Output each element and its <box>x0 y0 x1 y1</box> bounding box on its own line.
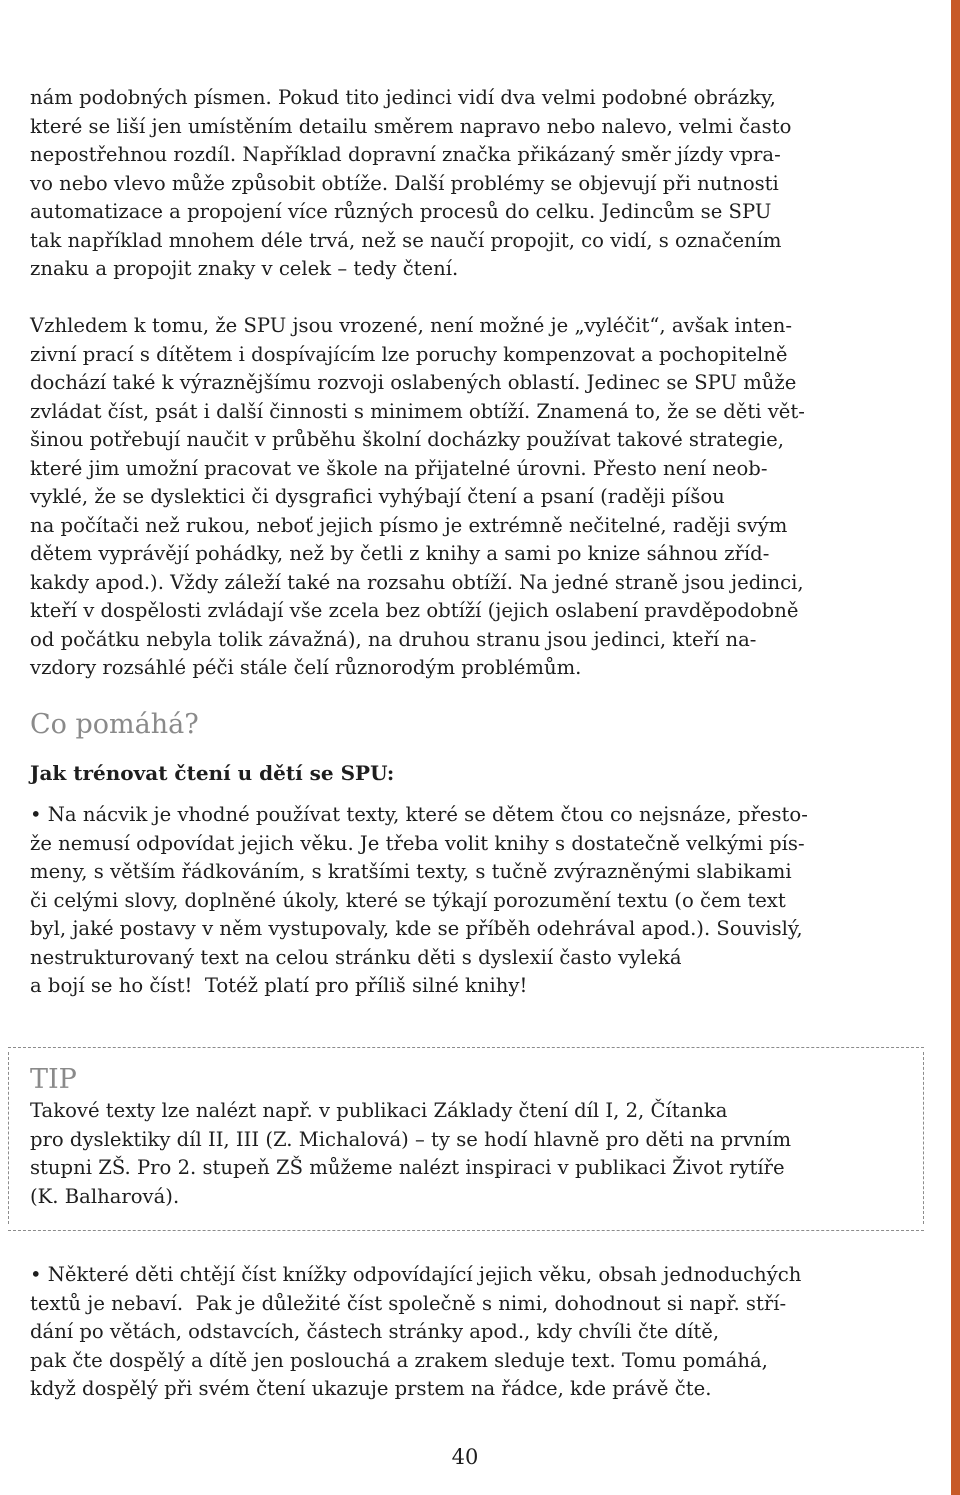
text-line: dětem vyprávějí pohádky, než by četli z knihy a sami po knize sáhnou zříd- <box>30 542 770 565</box>
text-line: kakdy apod.). Vždy záleží také na rozsahu obtíží. Na jedné straně jsou jedinci, <box>30 570 804 594</box>
text-line: nám podobných písmen. Pokud tito jedinci vidí dva velmi podobné obrázky, <box>30 86 776 109</box>
bullet-paragraph-2 <box>30 1261 801 1404</box>
intro-paragraph <box>30 84 791 284</box>
section-heading-co-pomaha: Co pomáhá? <box>30 709 199 740</box>
text-line: textů je nebaví. Pak je důležité číst společně s nimi, dohodnout si např. stří- <box>30 1291 787 1315</box>
text-line: zivní prací s dítětem i dospívajícím lze poruchy kompenzovat a pochopitelně <box>30 342 788 366</box>
text-line: nestrukturovaný text na celou stránku děti s dyslexií často vyleká <box>30 945 682 969</box>
tip-box-left-edge <box>8 1052 9 1224</box>
text-line: dochází také k výraznějšímu rozvoji oslabených oblastí. Jedinec se SPU může <box>30 371 797 394</box>
text-line: šinou potřebují naučit v průběhu školní docházky používat takové strategie, <box>30 428 784 451</box>
text-line: vo nebo vlevo může způsobit obtíže. Další problémy se objevují při nutnosti <box>30 171 779 195</box>
text-line: na počítači než rukou, neboť jejich písmo je extrémně nečitelné, raději svým <box>30 513 788 537</box>
text-line: Takové texty lze nalézt např. v publikaci Základy čtení díl I, 2, Čítanka <box>30 1099 728 1122</box>
text-line: od počátku nebyla tolik závažná), na druhou stranu jsou jedinci, kteří na- <box>30 627 757 651</box>
text-line: • Některé děti chtějí číst knížky odpovídající jejich věku, obsah jednoduchých <box>30 1263 802 1286</box>
text-line: kteří v dospělosti zvládají vše zcela bez obtíží (jejich oslabení pravděpodobně <box>30 599 799 622</box>
text-line: (K. Balharová). <box>30 1184 180 1208</box>
text-line: zvládat číst, psát i další činnosti s minimem obtíží. Znamená to, že se děti vět- <box>30 399 805 423</box>
tip-paragraph <box>30 1097 791 1211</box>
vzhledem-paragraph <box>30 312 805 683</box>
text-line: dání po větách, odstavcích, částech stránky apod., kdy chvíli čte dítě, <box>30 1320 720 1343</box>
text-line: stupni ZŠ. Pro 2. stupeň ZŠ můžeme nalézt inspiraci v publikaci Život rytíře <box>30 1156 785 1179</box>
text-line: vzdory rozsáhlé péči stále čelí různorodým problémům. <box>30 656 582 679</box>
text-line: Vzhledem k tomu, že SPU jsou vrozené, není možné je „vyléčit“, avšak inten- <box>30 314 793 337</box>
text-line: pro dyslektiky díl II, III (Z. Michalová) – ty se hodí hlavně pro děti na prvním <box>30 1127 792 1151</box>
text-line: automatizace a propojení více různých procesů do celku. Jedincům se SPU <box>30 200 772 223</box>
text-line: znaku a propojit znaky v celek – tedy čtení. <box>30 257 459 280</box>
page-edge-accent-bar <box>951 0 960 1495</box>
text-line: • Na nácvik je vhodné používat texty, které se dětem čtou co nejsnáze, přesto- <box>30 803 808 826</box>
text-line: když dospělý při svém čtení ukazuje prstem na řádce, kde právě čte. <box>30 1377 712 1400</box>
text-line: tak například mnohem déle trvá, než se naučí propojit, co vidí, s označením <box>30 228 782 252</box>
text-line: nepostřehnou rozdíl. Například dopravní značka přikázaný směr jízdy vpra- <box>30 143 781 166</box>
text-line: a bojí se ho číst! Totéž platí pro příliš silné knihy! <box>30 974 528 997</box>
subheading-jak-trenovat: Jak trénovat čtení u dětí se SPU: <box>30 761 395 785</box>
page-number: 40 <box>451 1445 479 1469</box>
tip-heading: TIP <box>30 1064 77 1095</box>
text-line: že nemusí odpovídat jejich věku. Je třeba volit knihy s dostatečně velkými pís- <box>30 831 805 855</box>
text-line: byl, jaké postavy v něm vystupovaly, kde se příběh odehrával apod.). Souvislý, <box>30 917 803 940</box>
tip-box-right-edge <box>923 1052 924 1224</box>
text-line: pak čte dospělý a dítě jen poslouchá a zrakem sleduje text. Tomu pomáhá, <box>30 1348 768 1372</box>
text-line: které se liší jen umístěním detailu směrem napravo nebo nalevo, velmi často <box>30 114 792 138</box>
text-line: či celými slovy, doplněné úkoly, které se týkají porozumění textu (o čem text <box>30 888 786 912</box>
text-line: vyklé, že se dyslektici či dysgrafici vyhýbají čtení a psaní (raději píšou <box>30 485 725 508</box>
bullet-paragraph-1 <box>30 801 808 1001</box>
text-line: meny, s větším řádkováním, s kratšími texty, s tučně zvýrazněnými slabikami <box>30 860 792 883</box>
text-line: které jim umožní pracovat ve škole na přijatelné úrovni. Přesto není neob- <box>30 456 768 480</box>
